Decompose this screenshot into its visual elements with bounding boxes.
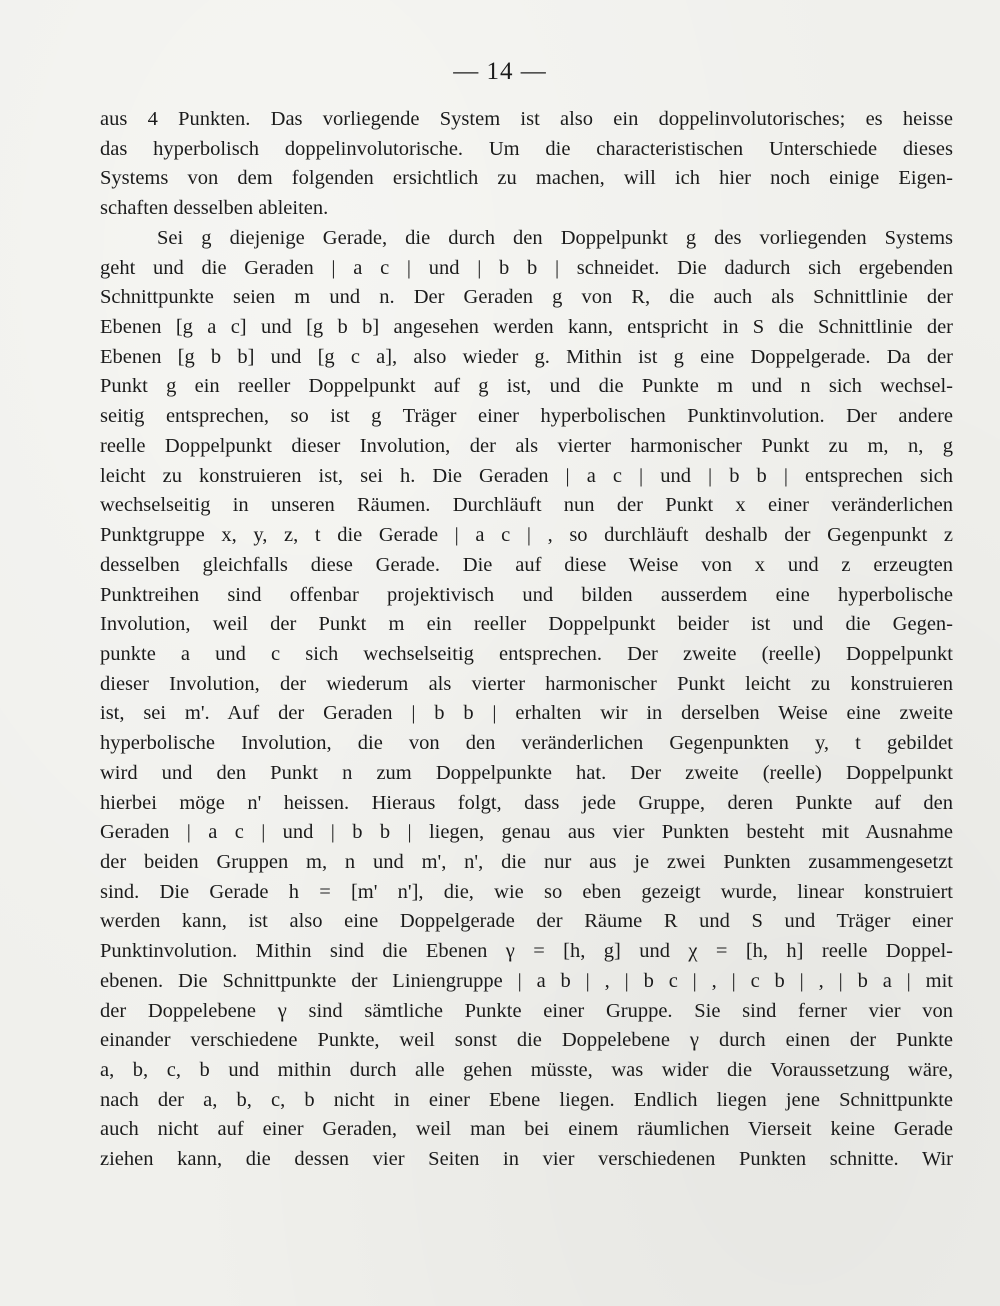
- text-line: Schnittpunkte seien m und n. Der Geraden g von R, die auch als Schnittlinie der: [100, 286, 953, 309]
- text-line: der beiden Gruppen m, n und m', n', die nur aus je zwei Punkten zusammengesetzt: [100, 850, 953, 873]
- text-line: dieser Involution, der wiederum als vierter harmonischer Punkt leicht zu konstruieren: [100, 672, 953, 695]
- text-line: seitig entsprechen, so ist g Träger einer hyperbolischen Punktinvolution. Der andere: [100, 405, 953, 428]
- text-line: Sei g diejenige Gerade, die durch den Doppelpunkt g des vorliegenden Systems: [157, 226, 953, 249]
- text-line: aus 4 Punkten. Das vorliegende System ist also ein doppelinvolutorisches; es heisse: [100, 108, 953, 130]
- text-line: schaften desselben ableiten.: [100, 197, 329, 220]
- text-line: a, b, c, b und mithin durch alle gehen müsste, was wider die Voraussetzung wäre,: [100, 1059, 953, 1081]
- text-line: werden kann, ist also eine Doppelgerade der Räume R und S und Träger einer: [100, 910, 953, 933]
- text-line: auch nicht auf einer Geraden, weil man bei einem räumlichen Vierseit keine Gerade: [100, 1118, 953, 1141]
- text-line: das hyperbolisch doppelinvolutorische. Um die characteristischen Unterschiede dieses: [100, 137, 953, 160]
- text-line: Ebenen [g b b] und [g c a], also wieder g. Mithin ist g eine Doppelgerade. Da der: [100, 345, 953, 368]
- text-line: punkte a und c sich wechselseitig entsprechen. Der zweite (reelle) Doppelpunkt: [100, 642, 953, 665]
- page-number: — 14 —: [453, 58, 547, 85]
- text-line: reelle Doppelpunkt dieser Involution, der als vierter harmonischer Punkt zu m, n, g: [100, 434, 953, 457]
- text-line: geht und die Geraden | a c | und | b b | schneidet. Die dadurch sich ergebenden: [100, 256, 953, 279]
- text-line: Punkt g ein reeller Doppelpunkt auf g ist, und die Punkte m und n sich wechsel-: [100, 375, 953, 398]
- text-line: desselben gleichfalls diese Gerade. Die auf diese Weise von x und z erzeugten: [100, 553, 953, 576]
- text-line: Systems von dem folgenden ersichtlich zu machen, will ich hier noch einige Eigen-: [100, 167, 953, 190]
- body-text: [100, 105, 953, 1175]
- text-line: einander verschiedene Punkte, weil sonst die Doppelebene γ durch einen der Punkte: [100, 1029, 953, 1052]
- text-line: ist, sei m'. Auf der Geraden | b b | erhalten wir in derselben Weise eine zweite: [100, 702, 953, 725]
- text-line: Punktreihen sind offenbar projektivisch und bilden ausserdem eine hyperbolische: [100, 583, 953, 606]
- text-line: ziehen kann, die dessen vier Seiten in vier verschiedenen Punkten schnitte. Wir: [100, 1148, 953, 1171]
- text-line: wird und den Punkt n zum Doppelpunkte hat. Der zweite (reelle) Doppelpunkt: [100, 761, 953, 784]
- text-line: Ebenen [g a c] und [g b b] angesehen werden kann, entspricht in S die Schnittlinie der: [100, 316, 953, 339]
- text-line: Punktgruppe x, y, z, t die Gerade | a c | , so durchläuft deshalb der Gegenpunkt z: [100, 524, 953, 547]
- text-line: nach der a, b, c, b nicht in einer Ebene liegen. Endlich liegen jene Schnittpunkte: [100, 1088, 953, 1111]
- text-line: Geraden | a c | und | b b | liegen, genau aus vier Punkten besteht mit Ausnahme: [100, 821, 953, 844]
- text-line: hyperbolische Involution, die von den veränderlichen Gegenpunkten y, t gebildet: [100, 732, 953, 755]
- text-line: sind. Die Gerade h = [m' n'], die, wie so eben gezeigt wurde, linear konstruiert: [100, 880, 953, 903]
- text-line: wechselseitig in unseren Räumen. Durchläuft nun der Punkt x einer veränderlichen: [100, 494, 953, 517]
- text-line: Involution, weil der Punkt m ein reeller Doppelpunkt beider ist und die Gegen-: [100, 613, 953, 636]
- text-line: hierbei möge n' heissen. Hieraus folgt, dass jede Gruppe, deren Punkte auf den: [100, 791, 953, 814]
- text-line: ebenen. Die Schnittpunkte der Liniengruppe | a b | , | b c | , | c b | , | b a | mit: [100, 969, 953, 992]
- text-line: Punktinvolution. Mithin sind die Ebenen γ = [h, g] und χ = [h, h] reelle Doppel-: [100, 940, 953, 963]
- text-line: der Doppelebene γ sind sämtliche Punkte einer Gruppe. Sie sind ferner vier von: [100, 999, 953, 1022]
- text-line: leicht zu konstruieren ist, sei h. Die Geraden | a c | und | b b | entsprechen sich: [100, 464, 953, 487]
